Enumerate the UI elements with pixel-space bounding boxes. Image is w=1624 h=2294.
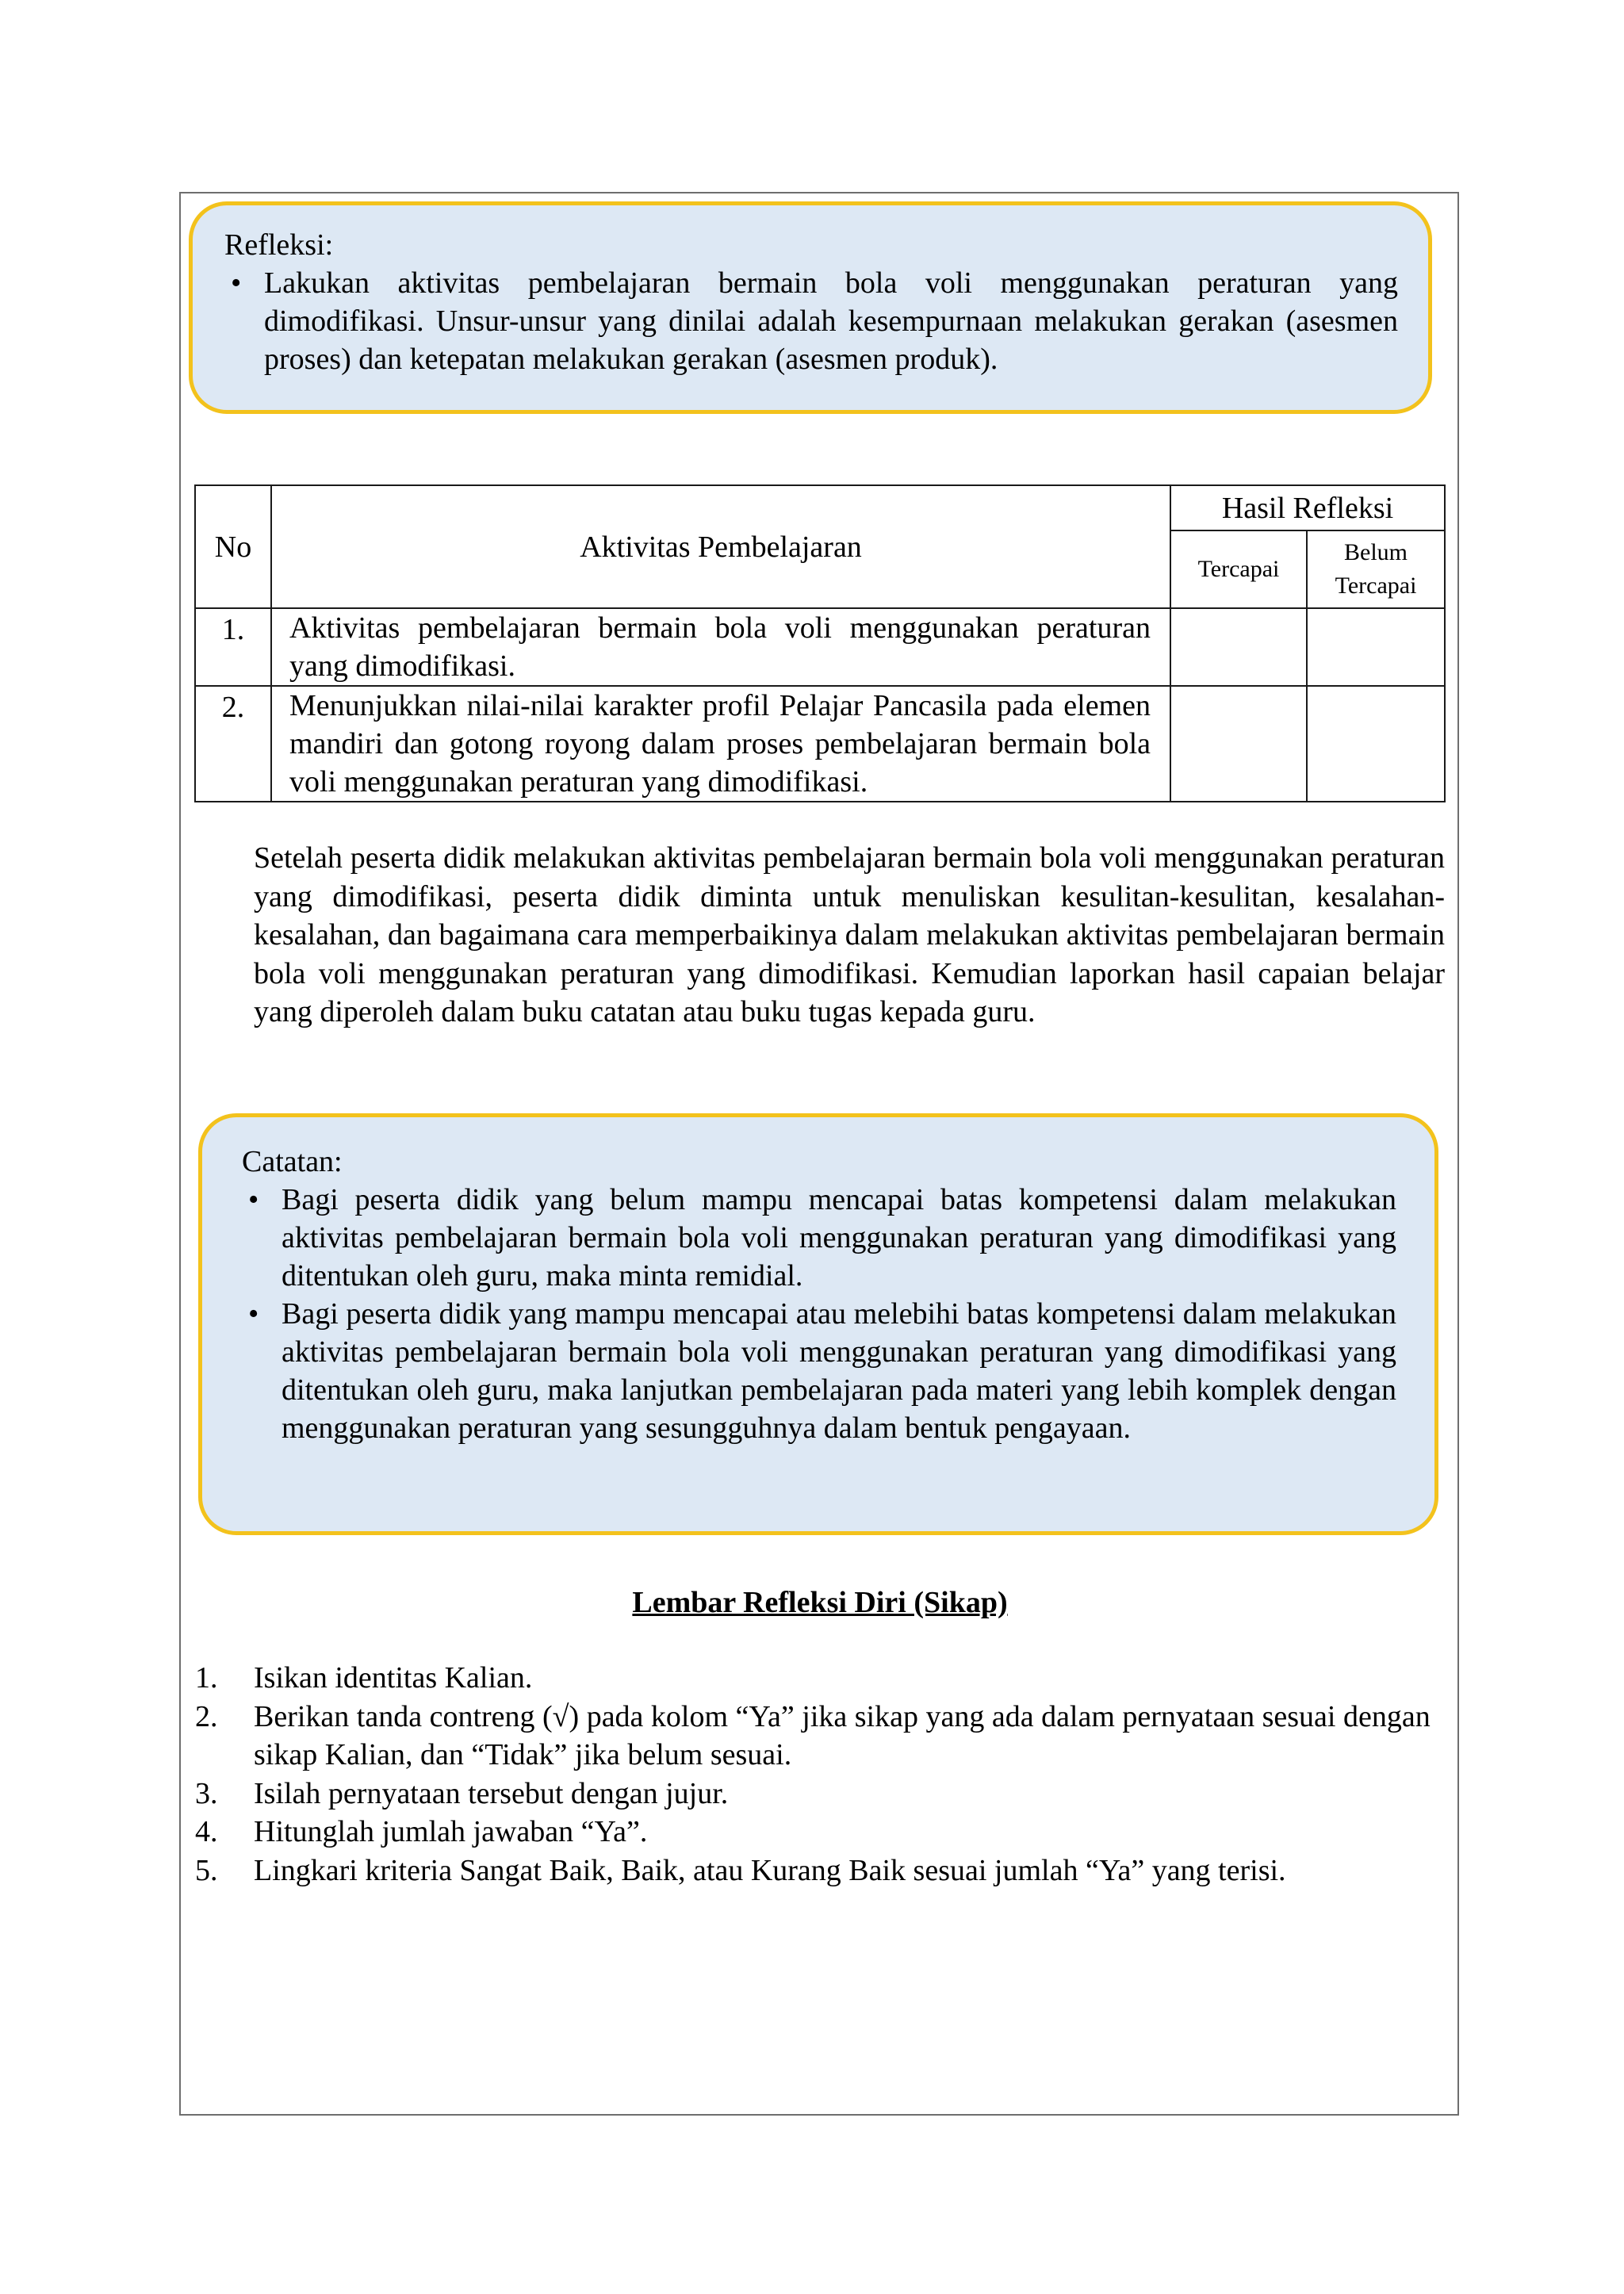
notes-bullet-text: Bagi peserta didik yang belum mampu mencapai batas kompetensi dalam melakukan aktivitas pembelajaran bermain bola voli menggunakan peraturan yang dimodifikasi yang ditentukan oleh guru, maka minta remidial. <box>282 1183 1396 1293</box>
notes-bullet <box>242 1295 1396 1447</box>
reflection-callout <box>189 201 1432 414</box>
row-achieved-cell[interactable] <box>1170 686 1307 802</box>
col-header-achieved: Tercapai <box>1170 530 1307 608</box>
notes-callout <box>198 1113 1438 1535</box>
col-header-not-yet-line1: Belum <box>1344 539 1408 565</box>
notes-title: Catatan: <box>242 1145 343 1178</box>
table-row <box>195 608 1445 686</box>
col-header-not-yet <box>1307 530 1445 608</box>
reflection-bullet-list <box>224 264 1398 378</box>
row-number: 1. <box>195 608 271 686</box>
section-title: Lembar Refleksi Diri (Sikap) <box>632 1586 1008 1619</box>
step-number: 5. <box>195 1853 218 1887</box>
list-item <box>195 1775 1445 1813</box>
row-not-yet-cell[interactable] <box>1307 608 1445 686</box>
row-activity: Menunjukkan nilai-nilai karakter profil Pelajar Pancasila pada elemen mandiri dan gotong royong dalam proses pembelajaran bermain bola voli menggunakan peraturan yang dimodifikasi. <box>271 686 1170 802</box>
reflection-title: Refleksi: <box>224 228 334 262</box>
table-row <box>195 686 1445 802</box>
step-number: 2. <box>195 1699 218 1733</box>
reflection-bullet <box>224 264 1398 378</box>
list-item <box>195 1852 1445 1890</box>
col-header-result: Hasil Refleksi <box>1170 485 1445 530</box>
step-text: Isilah pernyataan tersebut dengan jujur. <box>254 1776 729 1810</box>
step-number: 3. <box>195 1776 218 1810</box>
col-header-not-yet-line2: Tercapai <box>1335 573 1417 599</box>
instruction-paragraph: Setelah peserta didik melakukan aktivitas pembelajaran bermain bola voli menggunakan peraturan yang dimodifikasi, peserta didik diminta untuk menuliskan kesulitan-kesulitan, kesalahan-kesalahan, dan bagaimana cara memperbaikinya dalam melakukan aktivitas pembelajaran bermain bola voli menggunakan peraturan yang dimodifikasi. Kemudian laporkan hasil capaian belajar yang diperoleh dalam buku catatan atau buku tugas kepada guru. <box>254 841 1445 1028</box>
notes-bullet <box>242 1181 1396 1295</box>
col-header-activity: Aktivitas Pembelajaran <box>271 485 1170 608</box>
bullet-icon: • <box>248 1297 259 1331</box>
reflection-bullet-text: Lakukan aktivitas pembelajaran bermain bola voli menggunakan peraturan yang dimodifikasi. Unsur-unsur yang dinilai adalah kesempurnaan melakukan gerakan (asesmen proses) dan ketepatan melakukan gerakan (asesmen produk). <box>264 266 1398 376</box>
step-text: Hitunglah jumlah jawaban “Ya”. <box>254 1815 648 1848</box>
list-item <box>195 1698 1445 1775</box>
bullet-icon: • <box>231 266 242 300</box>
step-text: Berikan tanda contreng (√) pada kolom “Ya” jika sikap yang ada dalam pernyataan sesuai dengan sikap Kalian, dan “Tidak” jika belum sesuai. <box>254 1699 1431 1771</box>
step-text: Isikan identitas Kalian. <box>254 1661 533 1695</box>
row-number: 2. <box>195 686 271 802</box>
step-number: 4. <box>195 1815 218 1848</box>
step-number: 1. <box>195 1661 218 1695</box>
bullet-icon: • <box>248 1183 259 1216</box>
row-not-yet-cell[interactable] <box>1307 686 1445 802</box>
row-activity: Aktivitas pembelajaran bermain bola voli menggunakan peraturan yang dimodifikasi. <box>271 608 1170 686</box>
notes-bullet-list <box>242 1181 1396 1447</box>
list-item <box>195 1813 1445 1852</box>
notes-bullet-text: Bagi peserta didik yang mampu mencapai atau melebihi batas kompetensi dalam melakukan aktivitas pembelajaran bermain bola voli menggunakan peraturan yang dimodifikasi yang ditentukan oleh guru, maka lanjutkan pembelajaran pada materi yang lebih komplek dengan menggunakan peraturan yang sesungguhnya dalam bentuk pengayaan. <box>282 1297 1396 1445</box>
reflection-table <box>194 484 1446 802</box>
steps-list <box>195 1659 1445 1890</box>
step-text: Lingkari kriteria Sangat Baik, Baik, atau Kurang Baik sesuai jumlah “Ya” yang terisi. <box>254 1853 1286 1887</box>
row-achieved-cell[interactable] <box>1170 608 1307 686</box>
list-item <box>195 1659 1445 1698</box>
col-header-no: No <box>195 485 271 608</box>
